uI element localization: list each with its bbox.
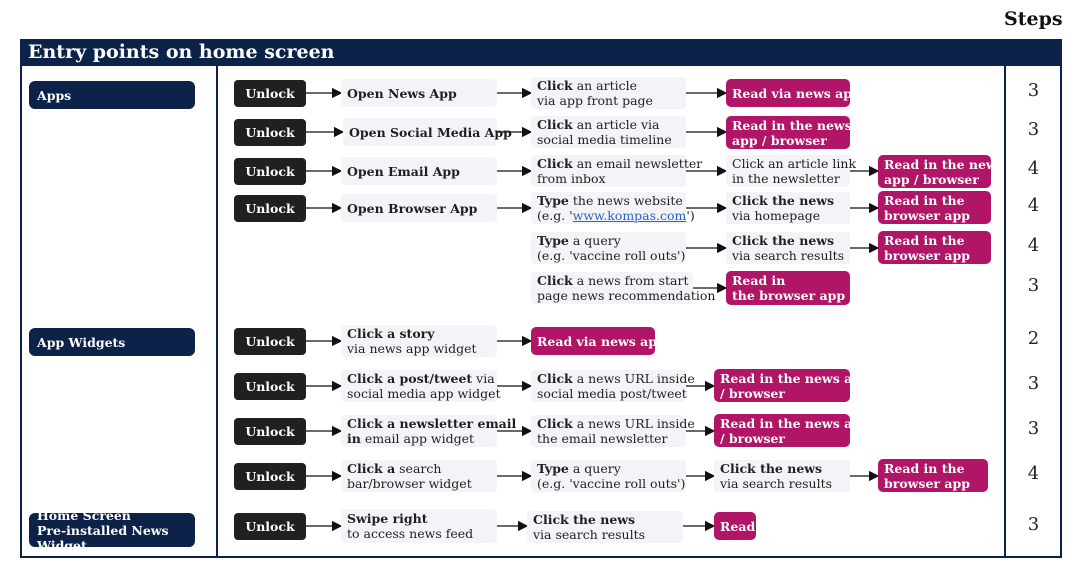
step-text: via app front page [537,93,653,108]
unlock-box: Unlock [234,418,306,445]
step-label: Open News App [347,85,457,101]
step-text: via [472,371,495,386]
step-count: 3 [1027,80,1040,101]
category-label: Apps [37,87,72,103]
step-verb: Click the news [732,233,835,248]
read-label: Read via news app [537,333,666,349]
step-text: the news website [568,193,683,208]
step-click-news-url [531,370,695,402]
website-link[interactable]: www.kompas.com [572,208,687,223]
step-click-article-link [726,155,857,187]
step-label: Open Email App [347,163,460,179]
step-text: via news app widget [347,341,477,356]
step-text: bar/browser widget [347,476,472,491]
step-count: 3 [1027,119,1040,140]
step-click-story [341,325,497,357]
step-open-browser-app [341,194,497,222]
step-text: ') [686,208,695,223]
read-label: Read [720,518,756,534]
read-label: browser app [884,207,970,223]
read-outcome [726,271,850,305]
step-click-newsletter-email [341,415,517,447]
category-label: App Widgets [37,334,126,350]
unlock-box: Unlock [234,195,306,222]
step-swipe-right [341,509,497,543]
unlock-box: Unlock [234,463,306,490]
category-label: Home Screen [37,507,131,523]
step-text: via search results [720,476,833,491]
step-text: page news recommendation [537,288,716,303]
step-verb: Click a [347,461,396,476]
read-label: Read in the news app [720,415,870,431]
step-open-news-app [341,79,497,107]
step-verb: Click [537,117,573,132]
step-click-news-homepage [726,192,850,224]
step-text: from inbox [537,171,606,186]
step-verb: Click a story [347,326,435,341]
unlock-box: Unlock [234,158,306,185]
step-text: (e.g. ' [537,208,573,223]
step-click-news-search [726,232,850,264]
step-click-article [531,116,686,148]
step-text: via search results [732,248,845,263]
step-label: Open Social Media App [349,124,512,140]
step-count: 3 [1027,418,1040,439]
step-text: social media app widget [347,386,501,401]
step-click-article [531,77,686,109]
step-verb: in [347,431,361,446]
step-click-search-widget [341,460,497,492]
read-label: Read via news app [732,85,861,101]
step-count: 4 [1027,158,1040,179]
read-outcome [531,327,666,355]
step-verb: Click a post/tweet [347,371,473,386]
step-text: social media post/tweet [537,386,687,401]
step-text: email app widget [360,431,475,446]
read-outcome [878,459,988,492]
step-text: Click an article link [732,156,857,171]
step-count: 3 [1027,275,1040,296]
read-outcome [726,116,850,149]
step-verb: Click [537,78,573,93]
step-label: Open Browser App [347,200,478,216]
step-verb: Type [537,461,569,476]
step-count: 4 [1027,195,1040,216]
unlock-box: Unlock [234,513,306,540]
step-verb: Click [537,371,573,386]
step-text: search [395,461,442,476]
unlock-box: Unlock [234,328,306,355]
step-type-website [531,192,695,224]
step-verb: Click [537,416,573,431]
read-outcome [714,369,870,402]
step-type-query [531,232,686,264]
read-label: browser app [884,247,970,263]
read-label: Read in the [884,460,965,476]
unlock-box: Unlock [234,119,306,146]
read-label: Read in the [884,232,965,248]
step-count: 4 [1027,235,1040,256]
step-text: an article [572,78,638,93]
step-text: a news URL inside [572,371,695,386]
read-label: Read in the news [884,156,1004,172]
read-outcome [878,191,991,224]
read-label: / browser [720,430,785,446]
step-click-recommendation [531,272,716,304]
unlock-box: Unlock [234,373,306,400]
step-count: 2 [1027,328,1040,349]
step-click-news-search [714,460,850,492]
read-label: the browser app [732,288,846,303]
step-text: (e.g. 'vaccine roll outs') [537,476,686,491]
category-label: Pre-installed News Widget [37,522,169,553]
step-text: via homepage [732,208,821,223]
step-verb: Type [537,233,569,248]
step-verb: Click a newsletter email [347,416,517,431]
step-verb: Click [537,156,573,171]
step-open-email-app [341,157,497,185]
step-click-news-url [531,415,695,447]
step-text: an article via [572,117,660,132]
step-text: a query [568,461,621,476]
read-outcome [878,231,991,264]
step-click-post-tweet [341,370,501,402]
step-verb: Type [537,193,569,208]
read-label: Read in [732,273,786,288]
step-text: a query [568,233,621,248]
step-text: a news URL inside [572,416,695,431]
read-label: app / browser [884,171,979,187]
step-text: to access news feed [347,526,474,541]
read-outcome [726,79,861,107]
step-count: 4 [1027,463,1040,484]
read-label: Read in the news app [720,370,870,386]
step-verb: Swipe right [347,511,428,526]
diagram-title: Entry points on home screen [28,41,335,63]
read-label: app / browser [732,132,827,148]
step-text: via search results [533,527,646,542]
step-verb: Click the news [732,193,835,208]
read-label: Read in the [884,192,965,208]
step-count: 3 [1027,373,1040,394]
step-type-query [531,460,686,492]
step-text: an email newsletter [572,156,703,171]
read-label: Read in the news [732,117,852,133]
step-count: 3 [1027,514,1040,535]
step-text: social media timeline [537,132,672,147]
read-label: browser app [884,475,970,491]
step-verb: Click the news [533,512,636,527]
step-text: a news from start [572,273,689,288]
steps-column-title: Steps [1004,8,1063,30]
read-outcome [714,512,756,540]
read-label: / browser [720,385,785,401]
step-verb: Click [537,273,573,288]
step-text: (e.g. 'vaccine roll outs') [537,248,686,263]
read-outcome [714,414,870,447]
read-outcome [878,155,1004,188]
step-verb: Click the news [720,461,823,476]
step-click-news-search [527,511,683,543]
step-text: the email newsletter [537,431,668,446]
step-text: in the newsletter [732,171,840,186]
unlock-box: Unlock [234,80,306,107]
step-open-social-media-app [343,118,512,146]
step-click-newsletter [531,155,703,187]
